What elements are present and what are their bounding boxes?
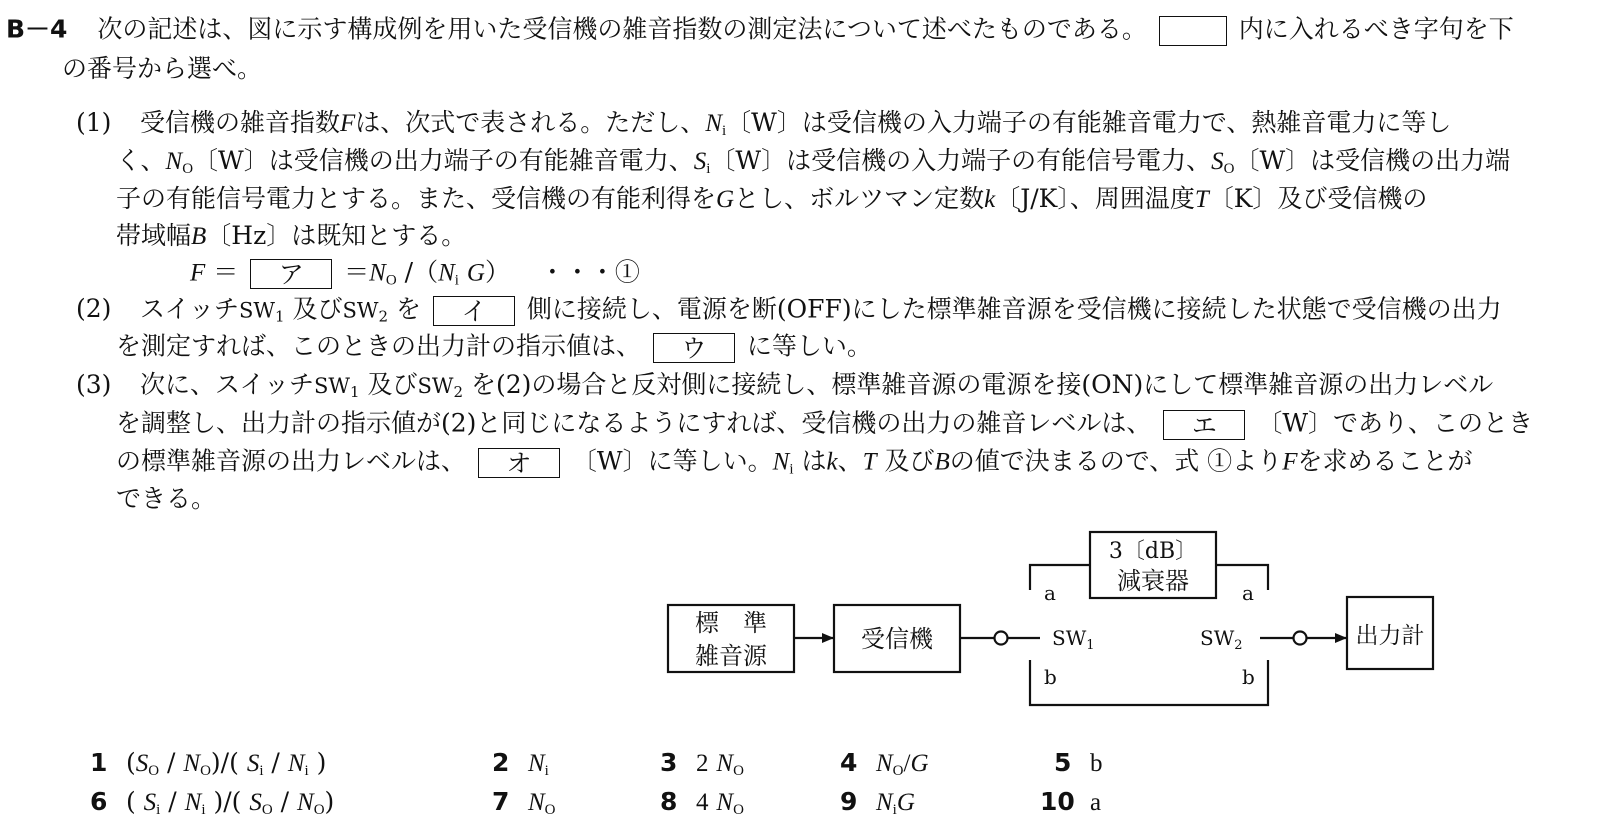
equation-number: ・・・① (539, 257, 640, 287)
receiver-label: 受信機 (861, 625, 933, 653)
item2-line1: スイッチ$SW_1$ 及び$SW_2$ を イ 側に接続し、電源を断(OFF)にした標準雑音源を受信機に接続した状態で受信機の出力 (140, 294, 1502, 326)
item1-line4: 帯域幅B〔Hz〕は既知とする。 (116, 221, 467, 250)
choice-3[interactable]: 3 2 $N_O$ (660, 748, 744, 779)
problem-number: B－4 (6, 14, 68, 44)
choice-7[interactable]: 7 $N_O$ (492, 787, 556, 818)
item1-line2: く、$N_O$〔W〕は受信機の出力端子の有能雑音電力、$S_i$〔W〕は受信機の入力端子の有能信号電力、$S_O$〔W〕は受信機の出力端 (116, 146, 1511, 177)
item1-label: (1) (76, 108, 112, 137)
output-meter-label: 出力計 (1355, 623, 1425, 649)
item1-line1: 受信機の雑音指数Fは、次式で表される。ただし、$N_i$〔W〕は受信機の入力端子の有能雑音電力で、熱雑音電力に等し (140, 108, 1452, 139)
contact-b-right: b (1242, 665, 1255, 689)
blank-i: イ (433, 296, 515, 326)
sw2-terminal (1294, 632, 1307, 645)
contact-a-left: a (1044, 581, 1056, 605)
contact-b-left: b (1044, 665, 1057, 689)
item1-line3: 子の有能信号電力とする。また、受信機の有能利得をGとし、ボルツマン定数k〔J/K〕、周囲温度T〔K〕及び受信機の (116, 184, 1428, 213)
attenuator-label-1: 3〔dB〕 (1108, 539, 1198, 564)
intro-line-2: の番号から選べ。 (62, 54, 263, 83)
noise-source-label-1: 標 準 (695, 609, 767, 637)
choice-2[interactable]: 2 $N_i$ (492, 748, 549, 779)
choice-9[interactable]: 9 $N_iG$ (840, 787, 915, 818)
item3-line2: を調整し、出力計の指示値が(2)と同じになるようにすれば、受信機の出力の雑音レベルは、 エ 〔W〕であり、このとき (116, 408, 1534, 440)
item2-line2: を測定すれば、このときの出力計の指示値は、 ウ に等しい。 (116, 331, 872, 363)
noise-source-label-2: 雑音源 (695, 642, 767, 670)
choice-8[interactable]: 8 4 $N_O$ (660, 787, 744, 818)
blank-e: エ (1163, 410, 1245, 440)
choice-4[interactable]: 4 $N_O/G$ (840, 748, 929, 779)
sw1-label: $SW_1$ (1052, 626, 1095, 653)
choice-5[interactable]: 5 b (1054, 748, 1103, 777)
blank-o: オ (478, 448, 560, 478)
choice-10[interactable]: 10 a (1040, 787, 1102, 816)
item2-label: (2) (76, 294, 112, 323)
item3-line3: の標準雑音源の出力レベルは、 オ 〔W〕に等しい。$N_i$ はk、T 及びBの値で決まるので、式 ①よりFを求めることが (116, 446, 1473, 478)
attenuator-label-2: 減衰器 (1117, 567, 1189, 595)
wire-path-b (1030, 660, 1268, 705)
blank-u: ウ (653, 333, 735, 363)
wire-path-a-left (1030, 565, 1090, 590)
sw2-label: $SW_2$ (1200, 626, 1243, 653)
sw1-terminal (995, 632, 1008, 645)
item3-label: (3) (76, 370, 112, 399)
item3-line4: できる。 (116, 484, 217, 513)
intro-text: 次の記述は、図に示す構成例を用いた受信機の雑音指数の測定法について述べたものである。 (97, 14, 1147, 44)
choice-1[interactable]: 1 $(S_O / N_O)/$( $S_i / N_i$ ) (90, 748, 327, 779)
equation-1: F ＝ ア $=N_O$ $/(N_i$ G） ・・・① (190, 257, 640, 289)
contact-a-right: a (1242, 581, 1254, 605)
item3-line1: 次に、スイッチ$SW_1$ 及び$SW_2$ を(2)の場合と反対側に接続し、標準雑音源の電源を接(ON)にして標準雑音源の出力レベル (140, 370, 1494, 401)
choice-6[interactable]: 6 ( $S_i / N_i$ )/( $S_O / N_O$) (90, 787, 335, 818)
blank-a: ア (250, 259, 332, 289)
intro-text-end: 内に入れるべき字句を下 (1238, 14, 1514, 44)
